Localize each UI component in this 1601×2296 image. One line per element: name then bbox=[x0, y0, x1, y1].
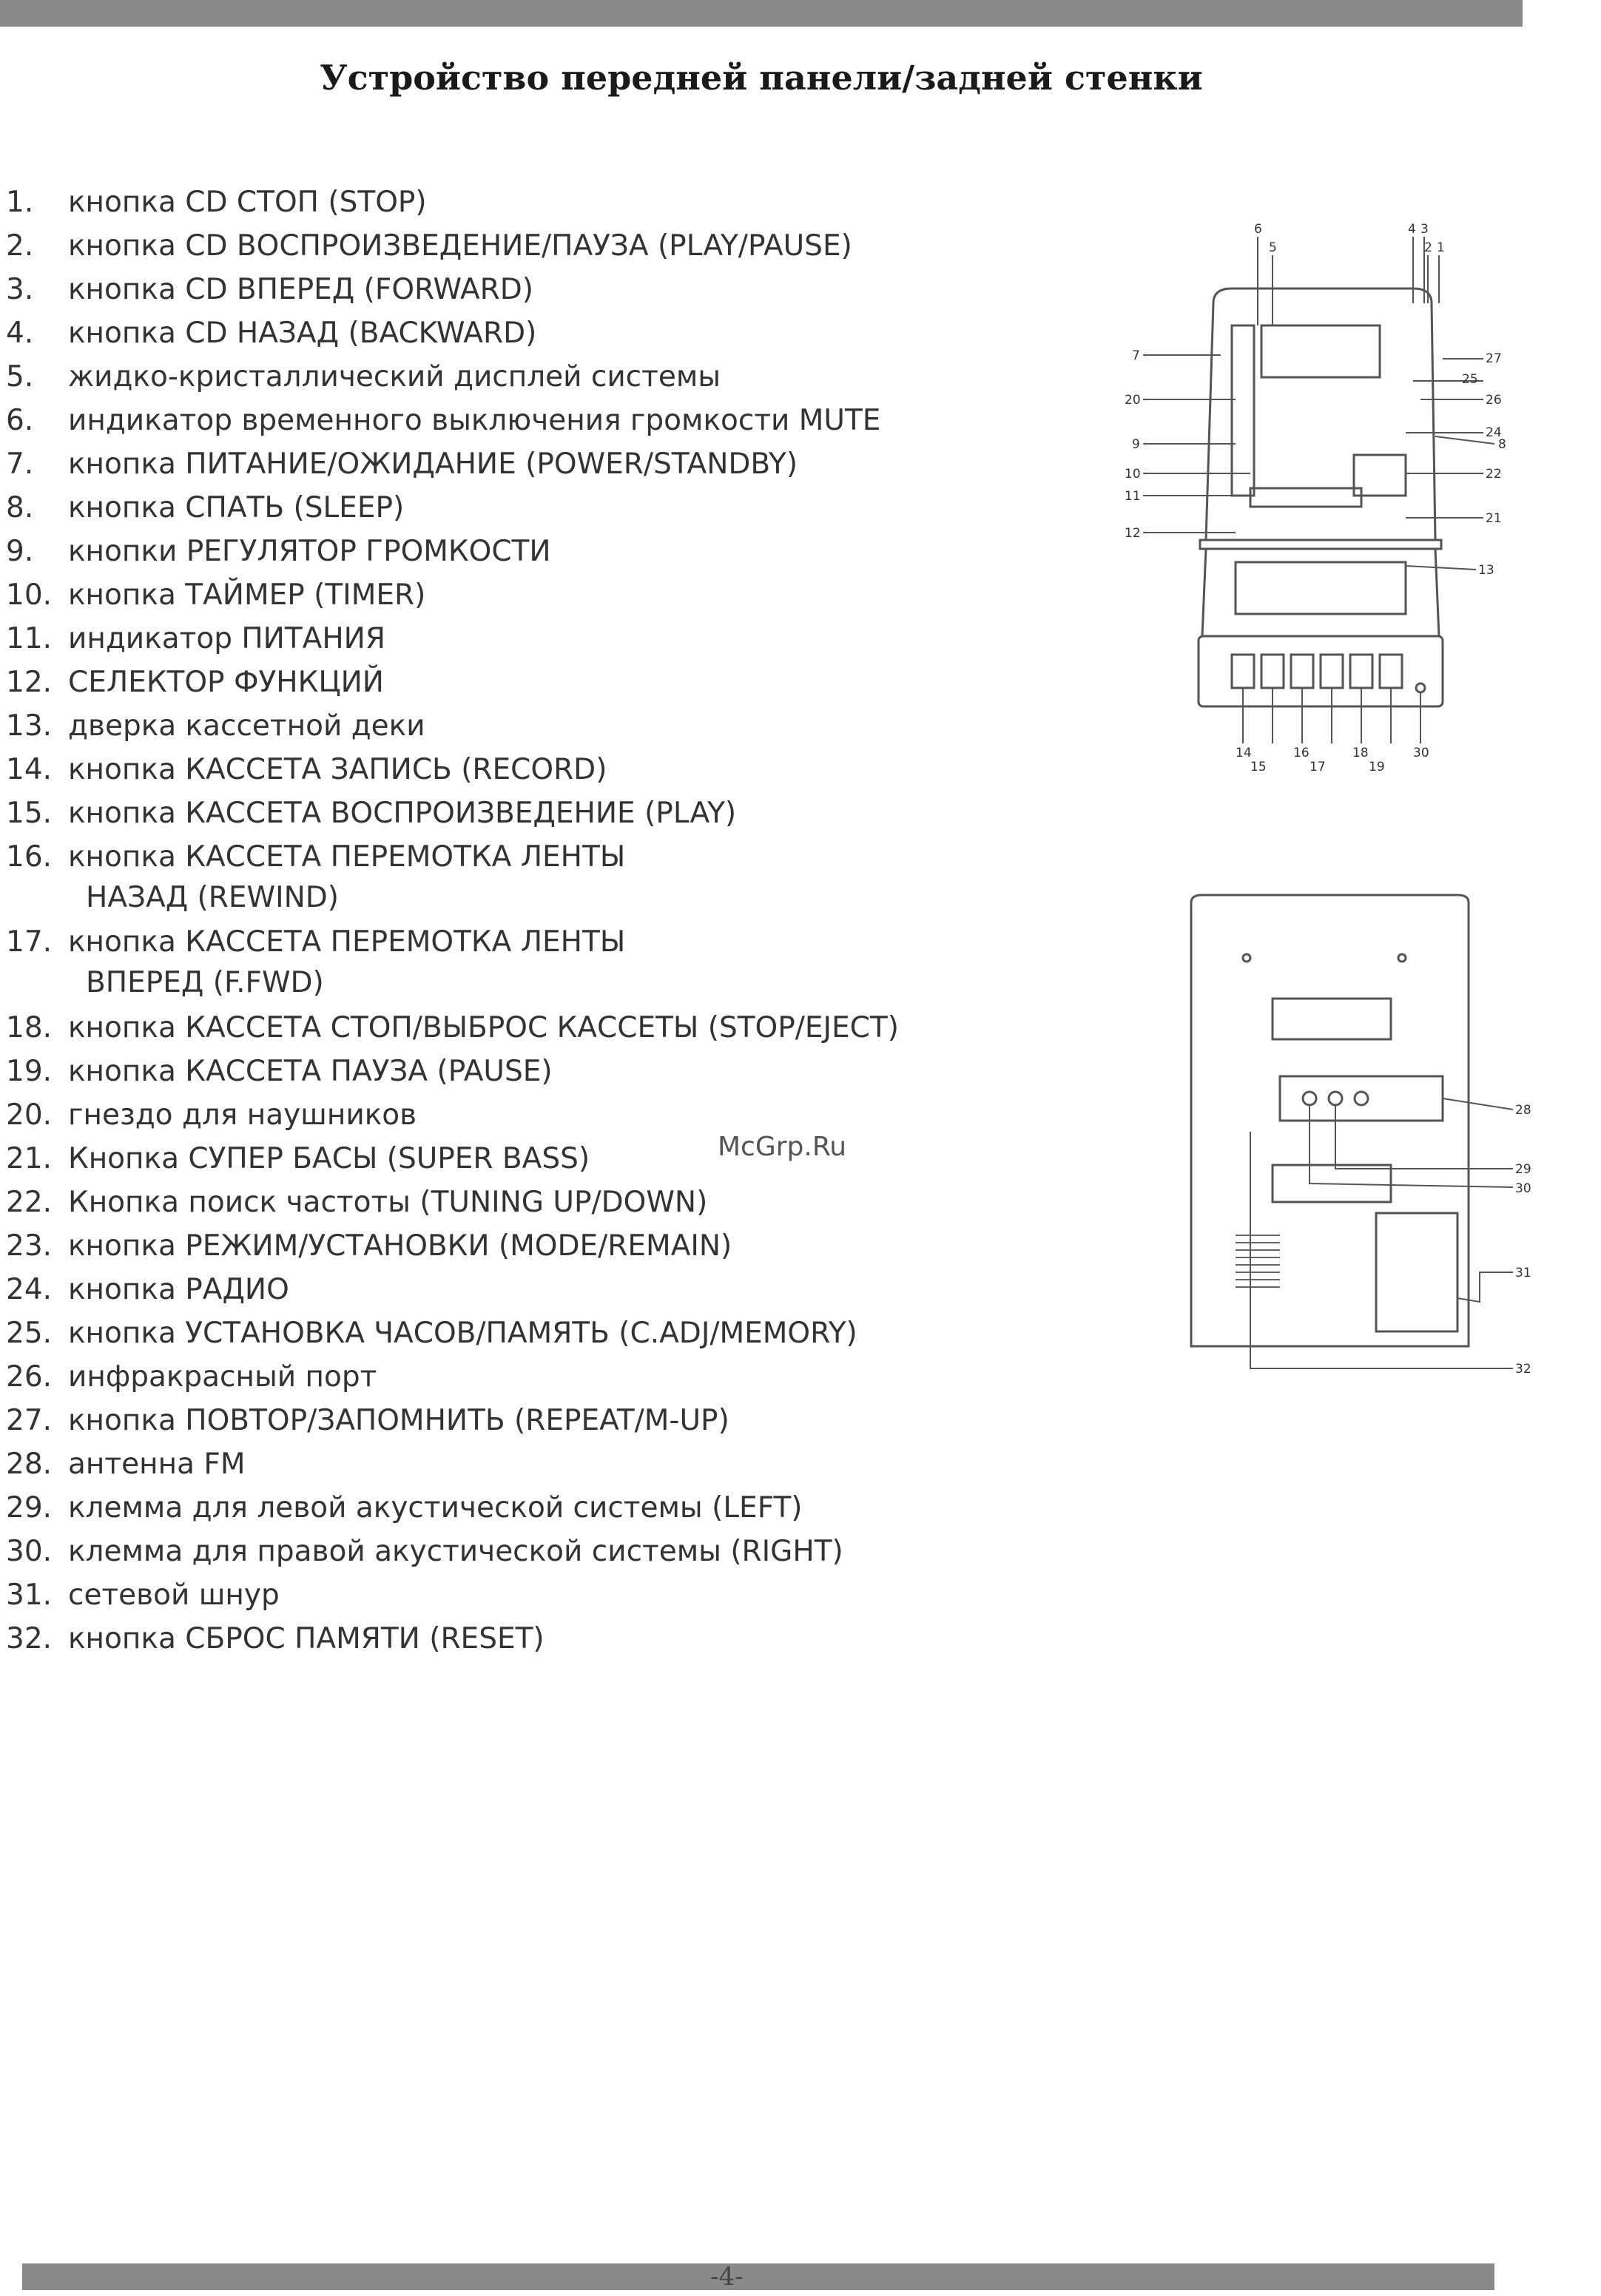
label-4: 4 bbox=[1408, 222, 1416, 237]
lcd-display bbox=[1261, 325, 1380, 377]
list-item: 6. индикатор временного выключения громкости MUTE bbox=[6, 404, 881, 437]
page-number: -4- bbox=[710, 2262, 744, 2292]
list-item: 27. кнопка ПОВТОР/ЗАПОМНИТЬ (REPEAT/M-UP) bbox=[6, 1404, 729, 1437]
label-6: 6 bbox=[1254, 222, 1262, 237]
label-30: 30 bbox=[1413, 746, 1429, 760]
list-item: 31. сетевой шнур bbox=[6, 1578, 280, 1612]
list-item: 4. кнопка CD НАЗАД (BACKWARD) bbox=[6, 317, 537, 350]
label-12: 12 bbox=[1125, 526, 1141, 541]
label-28: 28 bbox=[1515, 1103, 1531, 1118]
label-10: 10 bbox=[1125, 467, 1141, 482]
speaker-terminal-1 bbox=[1303, 1092, 1316, 1105]
deck-button-3 bbox=[1291, 655, 1313, 688]
speaker-terminal-2 bbox=[1329, 1092, 1342, 1105]
cassette-door bbox=[1236, 562, 1406, 614]
list-item: 3. кнопка CD ВПЕРЕД (FORWARD) bbox=[6, 273, 533, 306]
back-screw-right bbox=[1398, 954, 1406, 962]
list-item: 15. кнопка КАССЕТА ВОСПРОИЗВЕДЕНИЕ (PLAY) bbox=[6, 797, 737, 830]
list-item: 17. кнопка КАССЕТА ПЕРЕМОТКА ЛЕНТЫ bbox=[6, 925, 626, 959]
back-screw-left bbox=[1243, 954, 1250, 962]
label-14: 14 bbox=[1236, 746, 1252, 760]
list-item: 20. гнездо для наушников bbox=[6, 1098, 417, 1132]
page-title: Устройство передней панели/задней стенки bbox=[320, 58, 1203, 98]
list-item: 5. жидко-кристаллический дисплей системы bbox=[6, 360, 721, 394]
list-item: 32. кнопка СБРОС ПАМЯТИ (RESET) bbox=[6, 1622, 545, 1655]
list-item: 30. клемма для правой акустической системы (RIGHT) bbox=[6, 1535, 843, 1568]
label-30: 30 bbox=[1515, 1181, 1531, 1196]
list-item: 2. кнопка CD ВОСПРОИЗВЕДЕНИЕ/ПАУЗА (PLAY/PAUSE) bbox=[6, 229, 852, 263]
label-9: 9 bbox=[1132, 437, 1140, 452]
list-item: 1. кнопка CD СТОП (STOP) bbox=[6, 186, 427, 219]
label-3: 3 bbox=[1420, 222, 1429, 237]
back-label-plate bbox=[1273, 999, 1391, 1039]
label-18: 18 bbox=[1352, 746, 1369, 760]
list-item-continuation: ВПЕРЕД (F.FWD) bbox=[86, 966, 324, 999]
label-32: 32 bbox=[1515, 1362, 1531, 1377]
list-item: 19. кнопка КАССЕТА ПАУЗА (PAUSE) bbox=[6, 1055, 553, 1088]
list-item: 14. кнопка КАССЕТА ЗАПИСЬ (RECORD) bbox=[6, 753, 607, 786]
label-8: 8 bbox=[1498, 437, 1506, 452]
headphone-jack bbox=[1416, 683, 1425, 692]
list-item: 11. индикатор ПИТАНИЯ bbox=[6, 622, 385, 655]
top-rule bbox=[0, 0, 1523, 27]
deck-button-1 bbox=[1232, 655, 1254, 688]
label-31: 31 bbox=[1515, 1266, 1531, 1280]
label-25: 25 bbox=[1462, 372, 1478, 387]
back-terminal-block bbox=[1280, 1076, 1443, 1121]
speaker-terminal-3 bbox=[1355, 1092, 1368, 1105]
label-26: 26 bbox=[1486, 393, 1502, 408]
list-item: 28. антенна FM bbox=[6, 1448, 246, 1481]
list-item: 29. клемма для левой акустической системы (LEFT) bbox=[6, 1491, 803, 1525]
list-item: 22. Кнопка поиск частоты (TUNING UP/DOWN) bbox=[6, 1186, 708, 1219]
back-reset-panel bbox=[1376, 1213, 1457, 1331]
deck-button-6 bbox=[1380, 655, 1402, 688]
label-29: 29 bbox=[1515, 1162, 1531, 1177]
label-2: 2 bbox=[1424, 240, 1432, 255]
deck-button-5 bbox=[1350, 655, 1372, 688]
list-item: 21. Кнопка СУПЕР БАСЫ (SUPER BASS) bbox=[6, 1142, 590, 1175]
control-strip bbox=[1250, 488, 1361, 507]
label-24: 24 bbox=[1486, 425, 1502, 440]
list-item: 25. кнопка УСТАНОВКА ЧАСОВ/ПАМЯТЬ (C.ADJ/MEMORY) bbox=[6, 1317, 857, 1350]
list-item-continuation: НАЗАД (REWIND) bbox=[86, 881, 339, 914]
label-16: 16 bbox=[1293, 746, 1310, 760]
label-17: 17 bbox=[1310, 760, 1326, 774]
label-19: 19 bbox=[1369, 760, 1385, 774]
front-panel-diagram bbox=[1102, 215, 1517, 791]
list-item: 12. СЕЛЕКТОР ФУНКЦИЙ bbox=[6, 666, 384, 699]
deck-button-4 bbox=[1321, 655, 1343, 688]
list-item: 7. кнопка ПИТАНИЕ/ОЖИДАНИЕ (POWER/STANDBY) bbox=[6, 448, 798, 481]
list-item: 18. кнопка КАССЕТА СТОП/ВЫБРОС КАССЕТЫ (STOP/EJECT) bbox=[6, 1011, 899, 1044]
label-5: 5 bbox=[1269, 240, 1277, 255]
front-divider bbox=[1200, 540, 1441, 549]
label-1: 1 bbox=[1437, 240, 1445, 255]
deck-button-2 bbox=[1261, 655, 1284, 688]
list-item: 9. кнопки РЕГУЛЯТОР ГРОМКОСТИ bbox=[6, 535, 551, 568]
label-11: 11 bbox=[1125, 489, 1141, 504]
list-item: 13. дверка кассетной деки bbox=[6, 709, 425, 743]
list-item: 26. инфракрасный порт bbox=[6, 1360, 377, 1394]
list-item: 10. кнопка ТАЙМЕР (TIMER) bbox=[6, 578, 426, 612]
list-item: 23. кнопка РЕЖИМ/УСТАНОВКИ (MODE/REMAIN) bbox=[6, 1229, 732, 1263]
list-item: 24. кнопка РАДИО bbox=[6, 1273, 289, 1306]
label-15: 15 bbox=[1250, 760, 1267, 774]
label-27: 27 bbox=[1486, 351, 1502, 366]
left-panel bbox=[1232, 325, 1254, 496]
label-7: 7 bbox=[1132, 348, 1140, 363]
watermark: McGrp.Ru bbox=[718, 1132, 847, 1162]
label-20: 20 bbox=[1125, 393, 1141, 408]
list-item: 8. кнопка СПАТЬ (SLEEP) bbox=[6, 491, 405, 524]
label-22: 22 bbox=[1486, 467, 1502, 482]
bottom-rule bbox=[22, 2263, 1494, 2290]
label-13: 13 bbox=[1478, 563, 1494, 578]
label-21: 21 bbox=[1486, 511, 1502, 526]
back-panel-diagram bbox=[1162, 888, 1546, 1391]
list-item: 16. кнопка КАССЕТА ПЕРЕМОТКА ЛЕНТЫ bbox=[6, 840, 626, 874]
